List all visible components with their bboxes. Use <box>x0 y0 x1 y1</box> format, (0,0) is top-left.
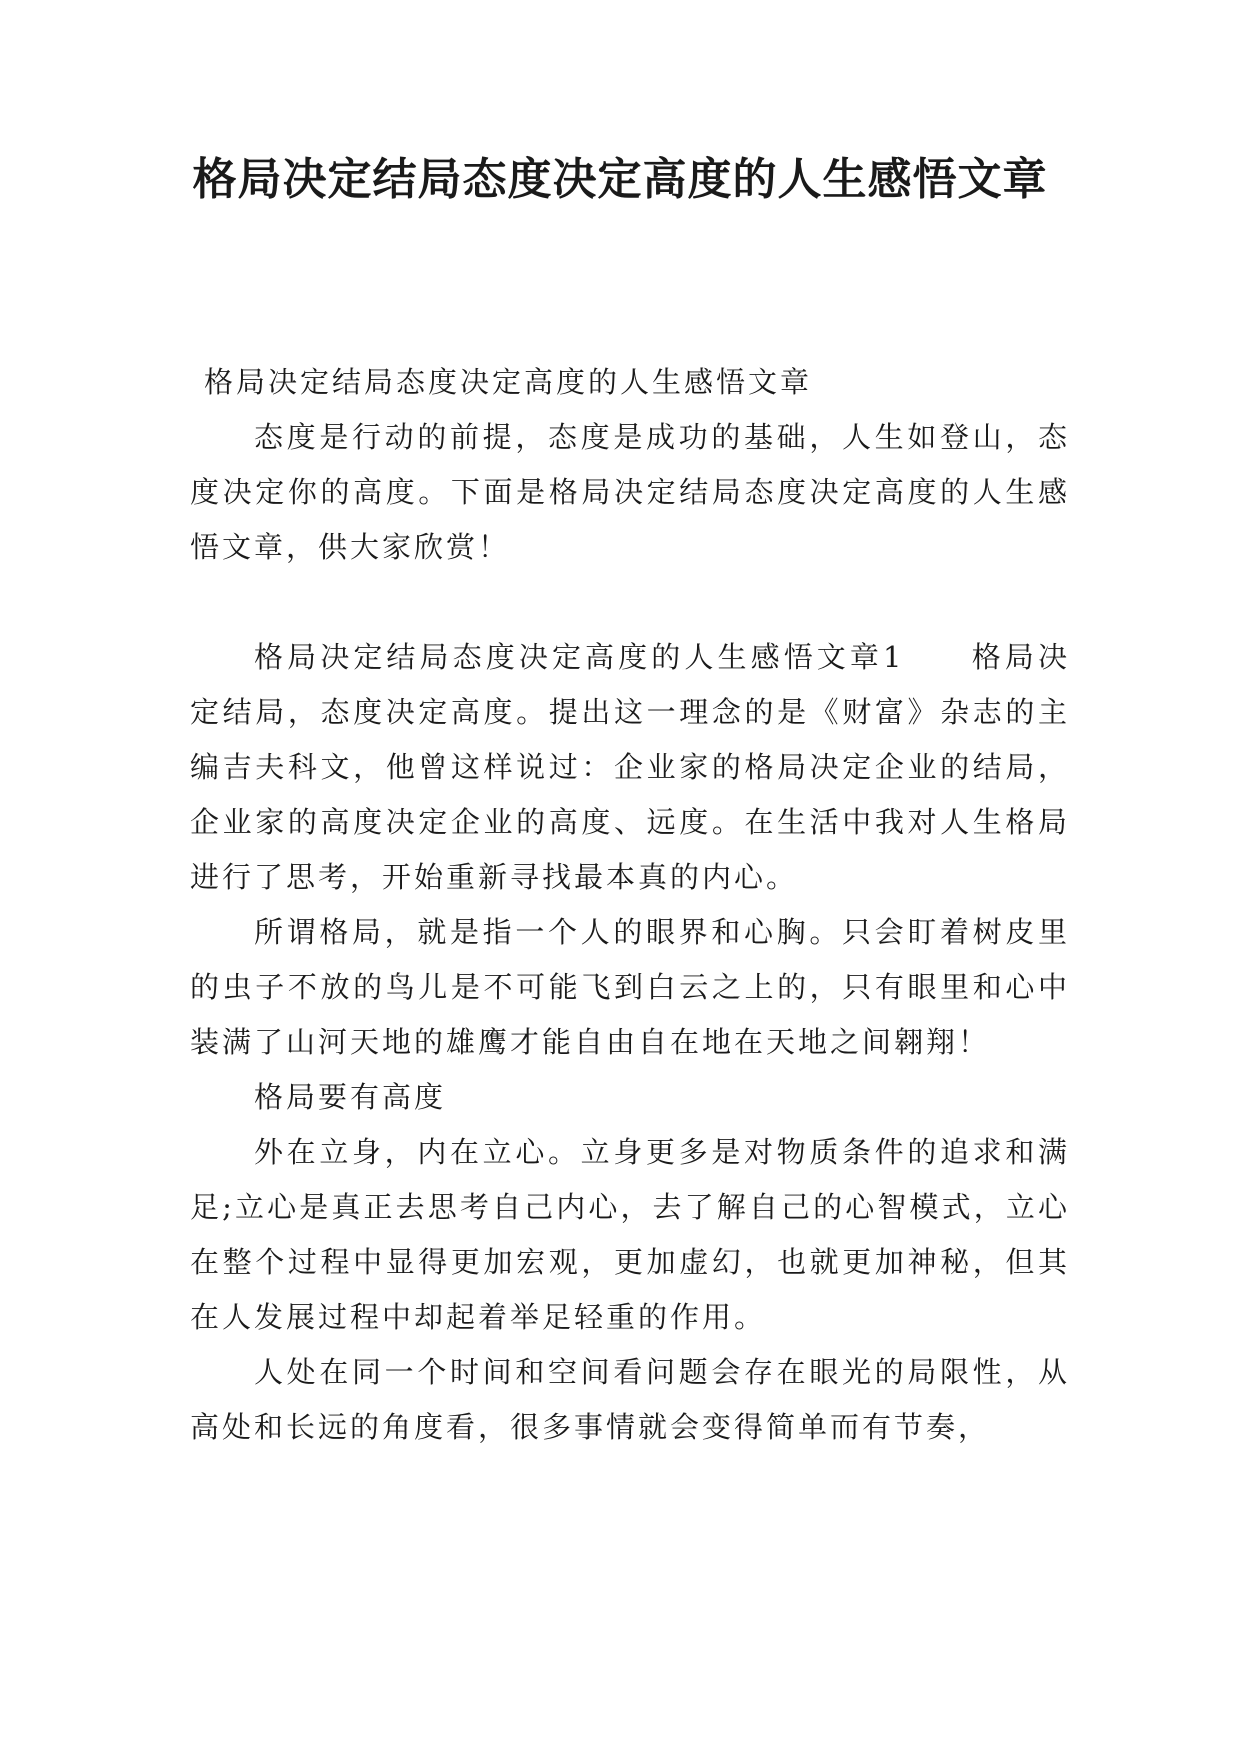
subtitle-paragraph: 格局决定结局态度决定高度的人生感悟文章 <box>204 365 813 399</box>
perspective-paragraph: 人处在同一个时间和空间看问题会存在眼光的局限性，从高处和长远的角度看，很多事情就会变得简单而有节奏， <box>190 1355 1070 1444</box>
document-title: 格局决定结局态度决定高度的人生感悟文章 <box>192 154 1048 205</box>
section-heading: 格局要有高度 <box>254 1080 447 1114</box>
intro-paragraph: 态度是行动的前提，态度是成功的基础，人生如登山，态度决定你的高度。下面是格局决定结局态度决定高度的人生感悟文章，供大家欣赏！ <box>190 420 1070 564</box>
document-body <box>190 355 1070 1455</box>
inner-outer-paragraph: 外在立身，内在立心。立身更多是对物质条件的追求和满足;立心是真正去思考自己内心，去了解自己的心智模式，立心在整个过程中显得更加宏观，更加虚幻，也就更加神秘，但其在人发展过程中却起着举足轻重的作用。 <box>190 1135 1070 1334</box>
paragraph-spacer <box>190 575 1070 630</box>
section-one-paragraph: 格局决定结局态度决定高度的人生感悟文章1 格局决定结局，态度决定高度。提出这一理念的是《财富》杂志的主编吉夫科文，他曾这样说过：企业家的格局决定企业的结局，企业家的高度决定企业的高度、远度。在生活中我对人生格局进行了思考，开始重新寻找最本真的内心。 <box>190 640 1070 894</box>
pattern-definition-paragraph: 所谓格局，就是指一个人的眼界和心胸。只会盯着树皮里的虫子不放的鸟儿是不可能飞到白云之上的，只有眼里和心中装满了山河天地的雄鹰才能自由自在地在天地之间翱翔！ <box>190 915 1070 1059</box>
